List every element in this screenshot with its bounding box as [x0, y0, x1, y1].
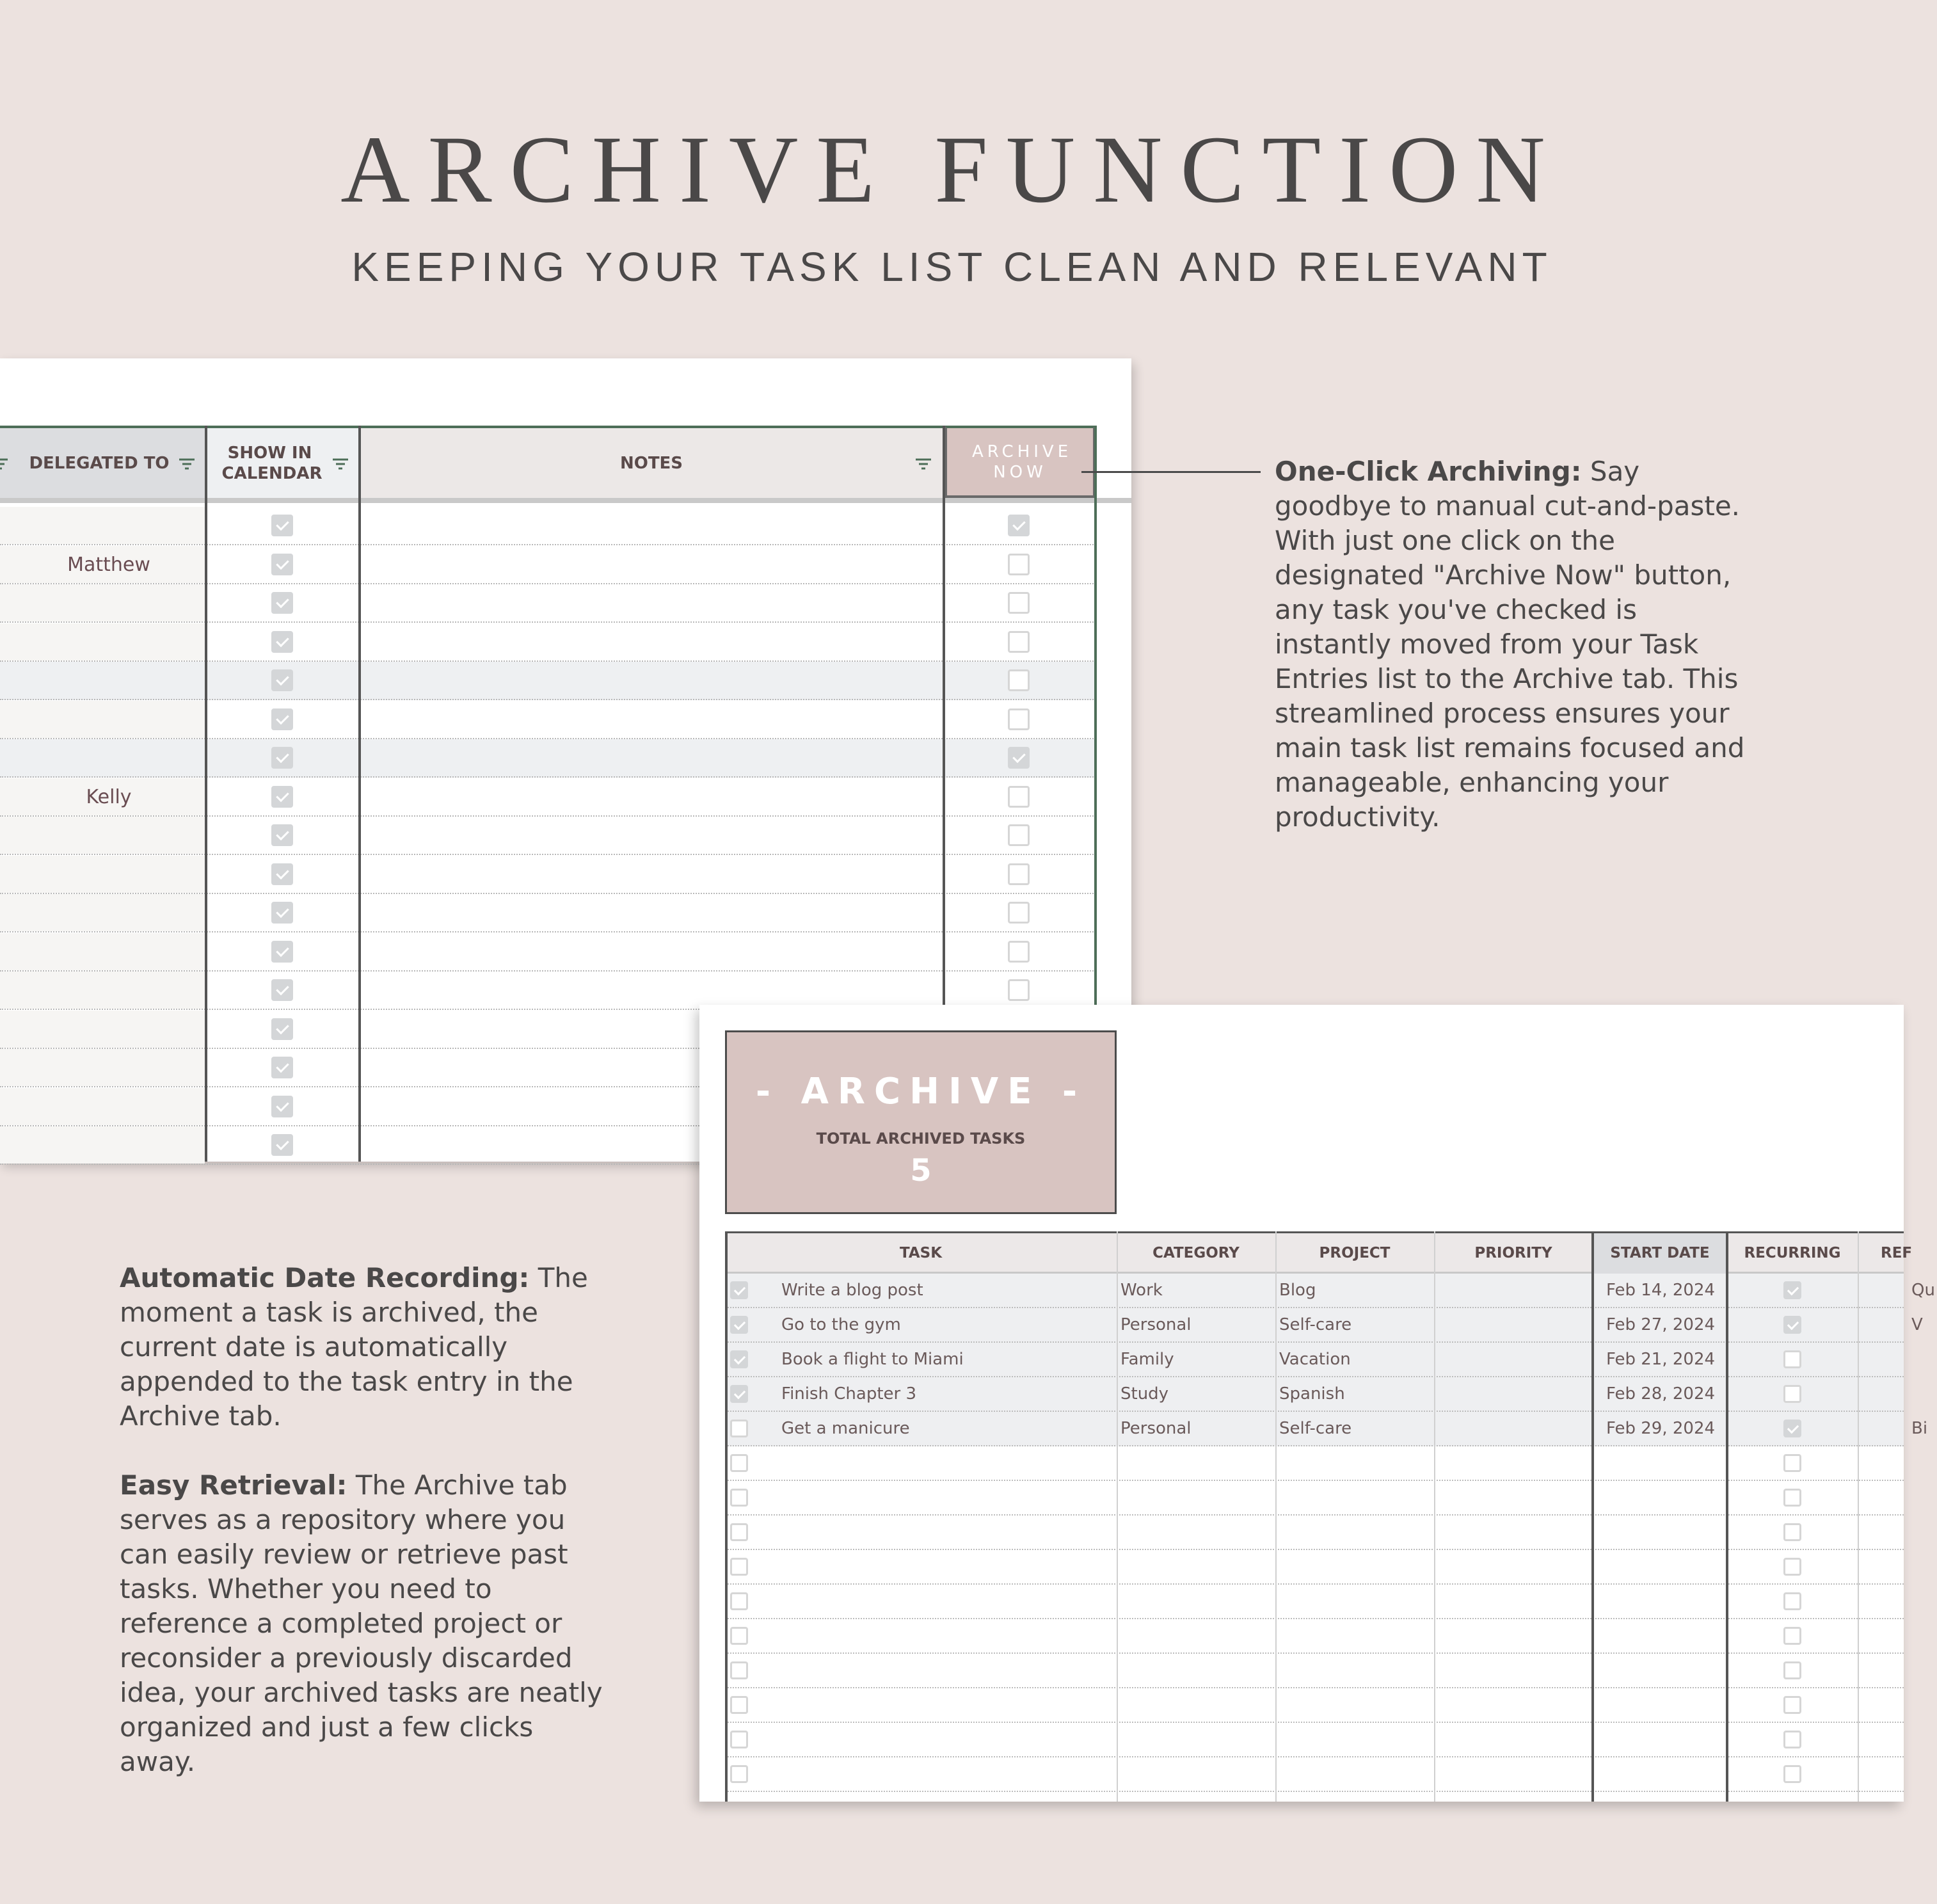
task-done-checkbox[interactable]: [730, 1523, 748, 1541]
archive-now-button[interactable]: [945, 426, 1096, 498]
show-in-calendar-checkbox[interactable]: [271, 824, 293, 846]
task-row: [0, 972, 1096, 1010]
total-archived-count: 5: [910, 1153, 932, 1188]
column-divider: [1858, 1231, 1859, 1802]
priority-cell[interactable]: [1438, 1377, 1591, 1411]
ref-cell[interactable]: V: [1911, 1315, 1923, 1334]
show-in-calendar-checkbox[interactable]: [271, 863, 293, 885]
task-row: [0, 856, 1096, 894]
project-cell[interactable]: Spanish: [1279, 1384, 1345, 1404]
show-in-calendar-checkbox[interactable]: [271, 747, 293, 769]
delegated-name: [13, 584, 205, 623]
ref-cell[interactable]: Qu: [1911, 1281, 1935, 1300]
easy-retrieval-description: [120, 1468, 606, 1779]
auto-date-body: The moment a task is archived, the current date is automatically appended to the task entry in the Archive tab.: [120, 1262, 588, 1432]
show-in-calendar-checkbox[interactable]: [271, 669, 293, 691]
archive-checkbox[interactable]: [1008, 708, 1030, 730]
task-row: [0, 933, 1096, 972]
archive-checkbox[interactable]: [1008, 669, 1030, 691]
project-cell[interactable]: Blog: [1279, 1281, 1316, 1300]
delegated-name: [13, 1126, 205, 1165]
header-divider: [0, 498, 1131, 503]
priority-cell[interactable]: [1438, 1412, 1591, 1445]
filter-icon[interactable]: [914, 455, 932, 473]
show-in-calendar-checkbox[interactable]: [271, 786, 293, 808]
recurring-checkbox[interactable]: [1783, 1454, 1801, 1472]
project-cell[interactable]: Vacation: [1279, 1350, 1351, 1369]
filter-icon-prev-column[interactable]: [0, 455, 9, 473]
recurring-checkbox[interactable]: [1783, 1558, 1801, 1576]
header-task[interactable]: TASK: [899, 1245, 943, 1261]
task-done-checkbox[interactable]: [730, 1765, 748, 1783]
delegated-name: [13, 1088, 205, 1126]
delegated-cell[interactable]: [0, 584, 205, 621]
header-category[interactable]: CATEGORY: [1152, 1245, 1240, 1261]
delegated-name: [13, 856, 205, 894]
recurring-checkbox[interactable]: [1783, 1696, 1801, 1714]
ref-cell[interactable]: [1911, 1343, 1937, 1376]
filter-icon[interactable]: [178, 455, 196, 473]
recurring-checkbox[interactable]: [1783, 1489, 1801, 1507]
start-date-cell[interactable]: Feb 27, 2024: [1606, 1315, 1716, 1334]
column-divider: [1591, 1231, 1594, 1802]
priority-cell[interactable]: [1438, 1308, 1591, 1341]
task-done-checkbox[interactable]: [730, 1627, 748, 1645]
task-done-checkbox[interactable]: [730, 1661, 748, 1679]
project-cell[interactable]: Self-care: [1279, 1315, 1352, 1334]
recurring-checkbox[interactable]: [1783, 1385, 1801, 1403]
delegated-name: [13, 1049, 205, 1087]
column-divider: [1117, 1231, 1118, 1802]
delegated-name: [13, 701, 205, 739]
column-divider: [358, 426, 361, 1162]
delegated-name: [13, 817, 205, 855]
delegated-cell[interactable]: [0, 662, 205, 699]
delegated-cell[interactable]: [0, 933, 205, 970]
archive-checkbox[interactable]: [1008, 824, 1030, 846]
task-cell[interactable]: Finish Chapter 3: [781, 1384, 917, 1404]
priority-cell[interactable]: [1438, 1274, 1591, 1307]
start-date-cell[interactable]: Feb 28, 2024: [1606, 1384, 1716, 1404]
show-in-calendar-checkbox[interactable]: [271, 1018, 293, 1040]
task-row: [0, 739, 1096, 778]
header-priority[interactable]: PRIORITY: [1474, 1245, 1552, 1261]
column-divider: [725, 1231, 728, 1802]
show-in-calendar-checkbox[interactable]: [271, 554, 293, 575]
category-cell[interactable]: Study: [1120, 1384, 1169, 1404]
priority-cell[interactable]: [1438, 1343, 1591, 1376]
delegated-name: [13, 894, 205, 932]
archive-checkbox[interactable]: [1008, 786, 1030, 808]
delegated-name: [13, 662, 205, 700]
task-done-checkbox[interactable]: [730, 1316, 748, 1334]
archive-checkbox[interactable]: [1008, 979, 1030, 1001]
delegated-cell[interactable]: [0, 507, 205, 544]
page-title: ARCHIVE FUNCTION: [340, 116, 1563, 223]
ref-cell[interactable]: [1911, 1377, 1937, 1411]
show-in-calendar-checkbox[interactable]: [271, 1134, 293, 1156]
task-row: [0, 507, 1096, 545]
header-delegated-to[interactable]: [0, 426, 205, 498]
callout-connector: [1081, 471, 1261, 473]
total-archived-label: TOTAL ARCHIVED TASKS: [816, 1130, 1026, 1148]
task-done-checkbox[interactable]: [730, 1731, 748, 1748]
archive-checkbox[interactable]: [1008, 515, 1030, 536]
task-row: [0, 778, 1096, 817]
recurring-checkbox[interactable]: [1783, 1731, 1801, 1748]
header-start-date[interactable]: START DATE: [1593, 1233, 1727, 1274]
delegated-cell[interactable]: [0, 739, 205, 776]
delegated-name: [13, 623, 205, 662]
archive-checkbox[interactable]: [1008, 863, 1030, 885]
delegated-cell[interactable]: [0, 546, 205, 583]
delegated-name: [13, 972, 205, 1010]
recurring-checkbox[interactable]: [1783, 1420, 1801, 1437]
task-done-checkbox[interactable]: [730, 1350, 748, 1368]
column-divider: [1434, 1231, 1435, 1802]
show-in-calendar-checkbox[interactable]: [271, 941, 293, 963]
archive-checkbox[interactable]: [1008, 554, 1030, 575]
header-calendar-label: SHOW IN CALENDAR: [221, 443, 323, 483]
archive-checkbox[interactable]: [1008, 747, 1030, 769]
archive-banner-title: - ARCHIVE -: [755, 1071, 1087, 1112]
task-done-checkbox[interactable]: [730, 1281, 748, 1299]
task-done-checkbox[interactable]: [730, 1489, 748, 1507]
category-cell[interactable]: Personal: [1120, 1419, 1192, 1438]
recurring-checkbox[interactable]: [1783, 1592, 1801, 1610]
show-in-calendar-checkbox[interactable]: [271, 1057, 293, 1078]
delegated-name: [13, 507, 205, 545]
delegated-cell[interactable]: [0, 1011, 205, 1048]
archive-now-label: ARCHIVE NOW: [972, 442, 1072, 482]
delegated-name: [13, 933, 205, 972]
task-row: [0, 662, 1096, 700]
one-click-body: Say goodbye to manual cut-and-paste. With just one click on the designated "Archive Now" button, any task you've checked is instantly moved from your Task Entries list to the Archive tab. This streamlined process ensures your main task list remains focused and manageable, enhancing your productivity.: [1275, 456, 1745, 833]
task-cell[interactable]: Write a blog post: [781, 1281, 923, 1300]
header-ref[interactable]: REF: [1881, 1245, 1913, 1261]
one-click-description: [1275, 454, 1761, 835]
delegated-name: [13, 1011, 205, 1049]
column-divider: [205, 426, 207, 1162]
show-in-calendar-checkbox[interactable]: [271, 631, 293, 653]
task-cell[interactable]: Get a manicure: [781, 1419, 910, 1438]
task-cell[interactable]: Go to the gym: [781, 1315, 901, 1334]
recurring-checkbox[interactable]: [1783, 1765, 1801, 1783]
recurring-checkbox[interactable]: [1783, 1523, 1801, 1541]
delegated-cell[interactable]: [0, 623, 205, 660]
recurring-checkbox[interactable]: [1783, 1661, 1801, 1679]
easy-retrieval-body: The Archive tab serves as a repository where you can easily review or retrieve past tasks. Whether you need to reference a completed project or reconsider a previously discarded idea, your archived tasks are neatly organized and just a few clicks away.: [120, 1469, 603, 1777]
task-done-checkbox[interactable]: [730, 1420, 748, 1437]
task-sheet-header: [0, 426, 1096, 498]
archive-table: [725, 1231, 1935, 1802]
header-project[interactable]: PROJECT: [1319, 1245, 1391, 1261]
task-done-checkbox[interactable]: [730, 1592, 748, 1610]
archive-checkbox[interactable]: [1008, 902, 1030, 924]
delegated-cell[interactable]: [0, 1088, 205, 1125]
show-in-calendar-checkbox[interactable]: [271, 1096, 293, 1117]
header-recurring[interactable]: RECURRING: [1744, 1245, 1841, 1261]
archive-checkbox[interactable]: [1008, 592, 1030, 614]
page-subtitle: KEEPING YOUR TASK LIST CLEAN AND RELEVANT: [351, 244, 1552, 290]
header-show-in-calendar[interactable]: [207, 426, 358, 498]
category-cell[interactable]: Work: [1120, 1281, 1163, 1300]
task-row: [0, 894, 1096, 932]
project-cell[interactable]: Self-care: [1279, 1419, 1352, 1438]
column-divider: [1275, 1231, 1277, 1802]
delegated-name: [13, 739, 205, 778]
header-notes-label: NOTES: [619, 453, 683, 473]
one-click-heading: One-Click Archiving:: [1275, 456, 1582, 487]
task-done-checkbox[interactable]: [730, 1385, 748, 1403]
task-cell[interactable]: Book a flight to Miami: [781, 1350, 964, 1369]
delegated-name: Matthew: [67, 553, 150, 576]
delegated-cell[interactable]: [0, 856, 205, 893]
task-row: [0, 546, 1096, 584]
show-in-calendar-checkbox[interactable]: [271, 592, 293, 614]
task-row: [0, 817, 1096, 855]
task-done-checkbox[interactable]: [730, 1696, 748, 1714]
delegated-cell[interactable]: [0, 1049, 205, 1086]
delegated-cell[interactable]: [0, 894, 205, 931]
recurring-checkbox[interactable]: [1783, 1627, 1801, 1645]
recurring-checkbox[interactable]: [1783, 1350, 1801, 1368]
task-row: [0, 701, 1096, 739]
delegated-cell[interactable]: [0, 701, 205, 738]
category-cell[interactable]: Family: [1120, 1350, 1174, 1369]
start-date-cell[interactable]: Feb 14, 2024: [1606, 1281, 1716, 1300]
category-cell[interactable]: Personal: [1120, 1315, 1192, 1334]
archive-checkbox[interactable]: [1008, 941, 1030, 963]
show-in-calendar-checkbox[interactable]: [271, 708, 293, 730]
archive-banner: [725, 1030, 1117, 1214]
task-row: [0, 584, 1096, 623]
show-in-calendar-checkbox[interactable]: [271, 979, 293, 1001]
start-date-cell[interactable]: Feb 29, 2024: [1606, 1419, 1716, 1438]
archive-checkbox[interactable]: [1008, 631, 1030, 653]
column-divider: [1726, 1231, 1728, 1802]
start-date-cell[interactable]: Feb 21, 2024: [1606, 1350, 1716, 1369]
delegated-name: Kelly: [86, 785, 132, 808]
delegated-cell[interactable]: [0, 1126, 205, 1164]
auto-date-heading: Automatic Date Recording:: [120, 1262, 530, 1293]
show-in-calendar-checkbox[interactable]: [271, 515, 293, 536]
task-done-checkbox[interactable]: [730, 1454, 748, 1472]
recurring-checkbox[interactable]: [1783, 1316, 1801, 1334]
delegated-cell[interactable]: [0, 817, 205, 854]
ref-cell[interactable]: Bi: [1911, 1419, 1928, 1438]
auto-date-description: [120, 1261, 606, 1434]
easy-retrieval-heading: Easy Retrieval:: [120, 1469, 347, 1501]
task-done-checkbox[interactable]: [730, 1558, 748, 1576]
header-delegated-label: DELEGATED TO: [29, 453, 170, 473]
delegated-cell[interactable]: [0, 778, 205, 815]
archive-sheet: [699, 1005, 1935, 1802]
delegated-cell[interactable]: [0, 972, 205, 1009]
filter-icon[interactable]: [331, 455, 349, 473]
task-row: [0, 623, 1096, 662]
recurring-checkbox[interactable]: [1783, 1281, 1801, 1299]
header-notes[interactable]: [360, 426, 943, 498]
show-in-calendar-checkbox[interactable]: [271, 902, 293, 924]
